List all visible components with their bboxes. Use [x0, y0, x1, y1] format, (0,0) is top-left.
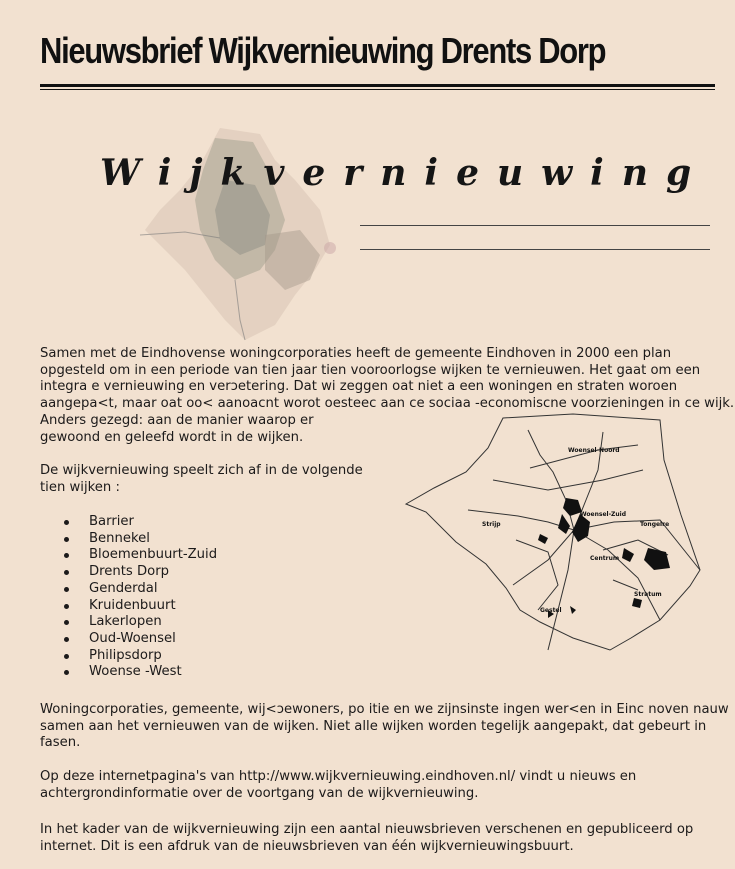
website-paragraph: Op deze internetpagina's van http://www.wijkvernieuwing.eindhoven.nl/ vindt u nieuws en achtergrondinformatie over de voortgang van de wijkvernieuwing. — [40, 769, 637, 801]
list-item: Philipsdorp — [40, 648, 217, 665]
heading-rule-2 — [360, 249, 710, 250]
list-item: Oud-Woensel — [40, 631, 217, 648]
intro-paragraph: Samen met de Eindhovense woningcorporaties heeft de gemeente Eindhoven in 2000 een plan opgesteld om in een periode van tien jaar tien vooroorlogse wijken te vernieuwen. Het gaat om een integra e vernieuwing en verɔetering. Dat wi zeggen oat niet a een woningen en straten woroen aangepa<t, maar oat oo< aanoacnt worot oesteec aan ce sociaa -economiscne voorzieningen in ce wijk. — [40, 346, 735, 411]
list-item: Kruidenbuurt — [40, 598, 217, 615]
list-item: Barrier — [40, 514, 217, 531]
list-item: Bennekel — [40, 531, 217, 548]
cooperation-paragraph: Woningcorporaties, gemeente, wij<ɔewoners, po itie en we zijnsinste ingen wer<en in Einc noven nauw samen aan het vernieuwen van de wijken. Niet alle wijken worden tegelijk aangepakt, dat gebeurt in fasen. — [40, 702, 729, 750]
map-label-stratum: Stratum — [634, 591, 662, 598]
map-label-centrum: Centrum — [590, 555, 620, 562]
masthead-title: Nieuwsbrief Wijkvernieuwing Drents Dorp — [40, 30, 606, 71]
list-item: Woense -West — [40, 664, 217, 681]
list-intro: De wijkvernieuwing speelt zich af in de volgende tien wijken : — [40, 463, 363, 495]
heading-rule-1 — [360, 225, 710, 226]
newsletter-paragraph: In het kader van de wijkvernieuwing zijn een aantal nieuwsbrieven verschenen en gepubliceerd op internet. Dit is een afdruk van de nieuwsbrieven van één wijkvernieuwingsbuurt. — [40, 822, 694, 854]
map-label-strijp: Strijp — [482, 521, 501, 528]
map-label-woensel-noord: Woensel-Noord — [568, 447, 620, 454]
masthead-rule-thin — [40, 89, 715, 90]
list-item: Lakerlopen — [40, 614, 217, 631]
list-item: Genderdal — [40, 581, 217, 598]
map-label-gestel: Gestel — [540, 607, 562, 614]
intro-paragraph-continued: Anders gezegd: aan de manier waarop er gewoond en geleefd wordt in de wijken. — [40, 413, 314, 445]
section-heading: Wijkvernieuwing — [100, 152, 710, 194]
list-item: Drents Dorp — [40, 564, 217, 581]
eindhoven-map — [398, 410, 710, 660]
map-label-woensel-zuid: Woensel-Zuid — [580, 511, 627, 518]
masthead-rule — [40, 84, 715, 87]
list-item: Bloemenbuurt-Zuid — [40, 547, 217, 564]
wijken-list — [40, 514, 217, 681]
map-label-tongelre: Tongelre — [640, 521, 670, 528]
